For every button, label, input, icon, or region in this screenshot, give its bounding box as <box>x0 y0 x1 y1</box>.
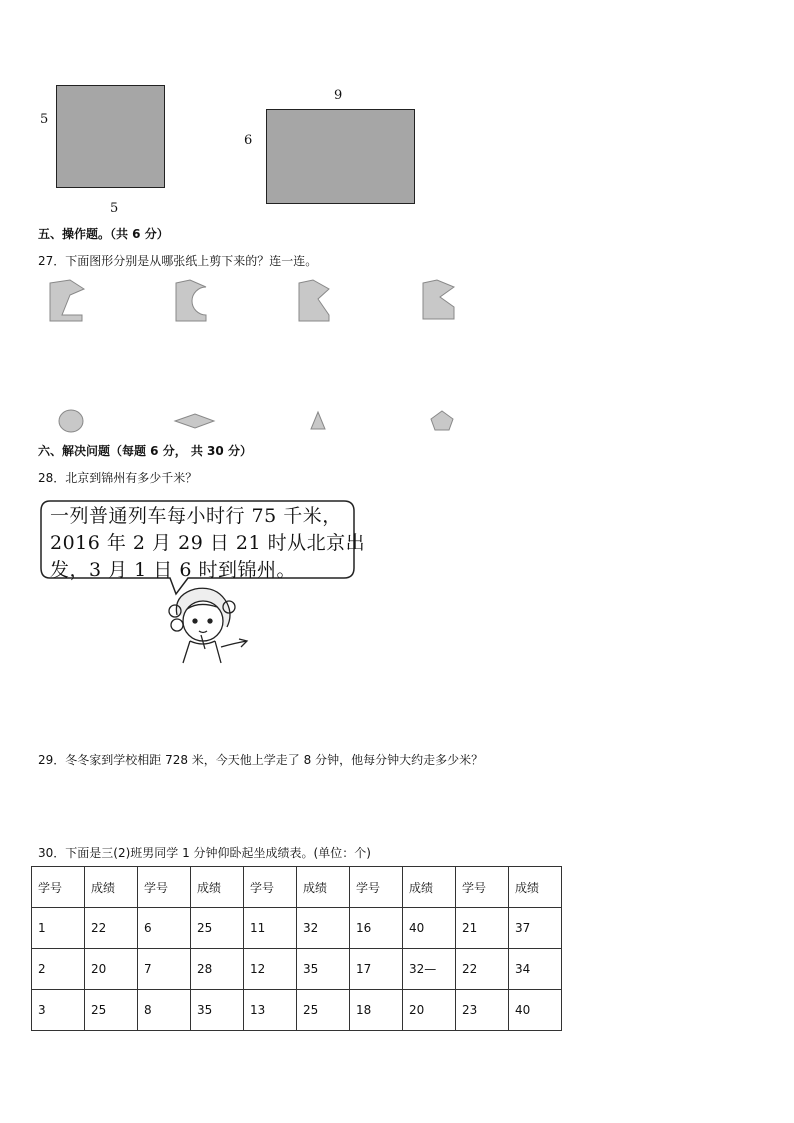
table-cell: 11 <box>244 908 297 949</box>
table-cell: 34 <box>509 949 562 990</box>
table-cell: 1 <box>32 908 85 949</box>
table-header-cell: 成绩 <box>191 867 244 908</box>
table-header-cell: 成绩 <box>509 867 562 908</box>
table-cell: 3 <box>32 990 85 1031</box>
cut-papers-row <box>40 275 480 330</box>
bubble-line: 一列普通列车每小时行 75 千米， <box>50 505 342 527</box>
rectangle-top-label: 9 <box>334 88 343 103</box>
table-header-row <box>32 867 562 908</box>
cut-paper-1 <box>50 280 84 321</box>
table-cell: 20 <box>403 990 456 1031</box>
table-header-cell: 成绩 <box>403 867 456 908</box>
table-cell: 13 <box>244 990 297 1031</box>
table-header-cell: 成绩 <box>297 867 350 908</box>
table-cell: 35 <box>297 949 350 990</box>
rectangle-side-label: 6 <box>244 133 253 148</box>
table-header-cell: 学号 <box>244 867 297 908</box>
table-cell: 7 <box>138 949 191 990</box>
girl-illustration <box>165 585 255 670</box>
table-cell: 40 <box>403 908 456 949</box>
cut-paper-2 <box>176 280 206 321</box>
pentagon-shape <box>431 411 453 430</box>
square-bottom-label: 5 <box>110 201 119 216</box>
triangle-shape <box>311 412 325 429</box>
table-cell: 21 <box>456 908 509 949</box>
table-cell: 28 <box>191 949 244 990</box>
table-header-cell: 学号 <box>350 867 403 908</box>
table-cell: 23 <box>456 990 509 1031</box>
question-28: 28．北京到锦州有多少千米？ <box>38 471 198 485</box>
table-cell: 8 <box>138 990 191 1031</box>
table-cell: 35 <box>191 990 244 1031</box>
table-cell: 16 <box>350 908 403 949</box>
table-cell: 2 <box>32 949 85 990</box>
rectangle-figure <box>266 109 415 204</box>
table-cell: 22 <box>85 908 138 949</box>
small-shapes-row <box>40 405 480 437</box>
question-30: 30．下面是三(2)班男同学 1 分钟仰卧起坐成绩表。(单位：个) <box>38 846 371 860</box>
table-cell: 22 <box>456 949 509 990</box>
table-cell: 32— <box>403 949 456 990</box>
table-cell: 37 <box>509 908 562 949</box>
table-header-cell: 学号 <box>456 867 509 908</box>
square-side-label: 5 <box>40 112 49 127</box>
table-header-cell: 学号 <box>32 867 85 908</box>
question-29: 29．冬冬家到学校相距 728 米，今天他上学走了 8 分钟，他每分钟大约走多少米？ <box>38 753 484 767</box>
table-cell: 32 <box>297 908 350 949</box>
table-row <box>32 990 562 1031</box>
section6-heading: 六、解决问题（每题 6 分， 共 30 分） <box>38 444 252 458</box>
speech-bubble-text <box>50 503 365 584</box>
table-cell: 6 <box>138 908 191 949</box>
scores-table <box>31 866 562 1031</box>
table-cell: 25 <box>85 990 138 1031</box>
table-row <box>32 908 562 949</box>
table-cell: 12 <box>244 949 297 990</box>
section5-heading: 五、操作题。（共 6 分） <box>38 227 169 241</box>
bubble-line: 2016 年 2 月 29 日 21 时从北京出 <box>50 532 366 554</box>
table-cell: 40 <box>509 990 562 1031</box>
table-cell: 25 <box>191 908 244 949</box>
table-cell: 17 <box>350 949 403 990</box>
circle-shape <box>59 410 83 432</box>
bubble-line: 发，3 月 1 日 6 时到锦州。 <box>50 559 296 581</box>
table-header-cell: 学号 <box>138 867 191 908</box>
table-cell: 18 <box>350 990 403 1031</box>
table-header-cell: 成绩 <box>85 867 138 908</box>
cut-paper-3 <box>299 280 329 321</box>
table-cell: 20 <box>85 949 138 990</box>
table-cell: 25 <box>297 990 350 1031</box>
rhombus-shape <box>175 414 214 428</box>
question-27: 27．下面图形分别是从哪张纸上剪下来的？连一连。 <box>38 254 318 268</box>
cut-paper-4 <box>423 280 454 319</box>
square-figure <box>56 85 165 188</box>
table-row <box>32 949 562 990</box>
